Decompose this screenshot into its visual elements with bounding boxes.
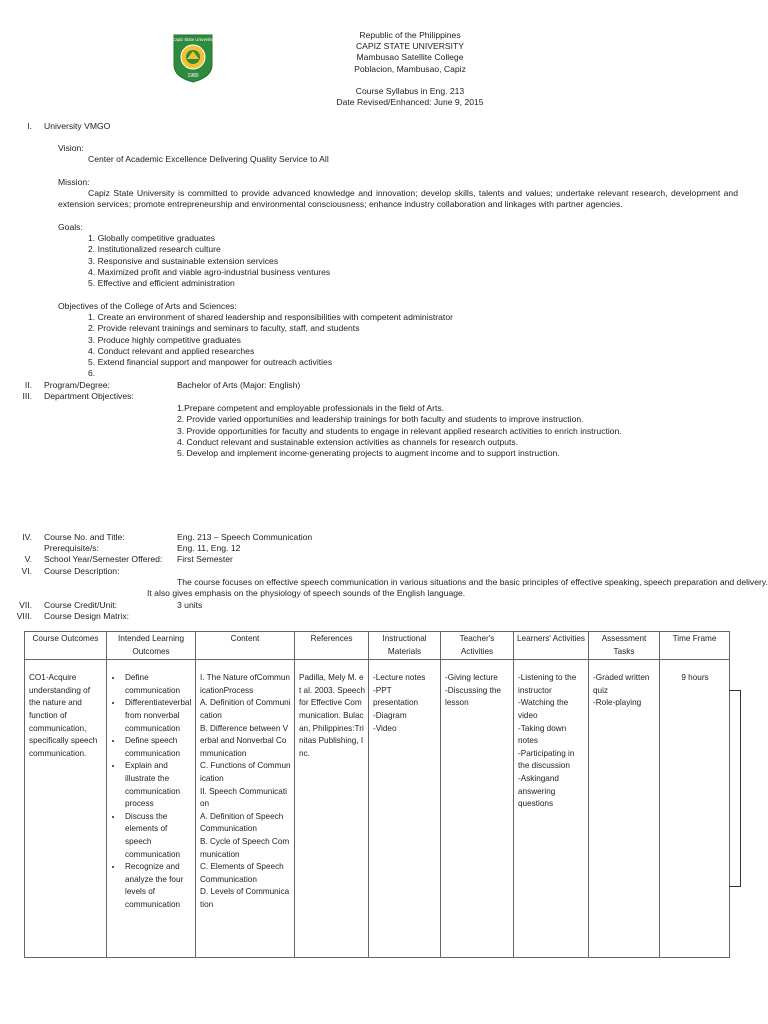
course-title-value: Eng. 213 – Speech Communication: [177, 532, 313, 542]
list-item: 2. Provide varied opportunities and leadership trainings for both faculty and students to improve instruction.: [177, 414, 584, 425]
section-title: Course Description:: [44, 566, 120, 576]
logo-top-text: Capiz State University: [172, 37, 214, 42]
list-item: 1. Globally competitive graduates: [88, 233, 216, 243]
section-title: Program/Degree:: [44, 380, 110, 390]
section-title: Course Design Matrix:: [44, 611, 130, 621]
section-number: V.: [24, 554, 32, 564]
list-item: 3. Provide opportunities for faculty and students to engage in relevant applied research activities to enrich instruction.: [177, 425, 622, 436]
course-description-line: The course focuses on effective speech communication in various situations and the basic principles of effective speaking, speech preparation and delivery.: [177, 577, 768, 587]
list-item: 1.Prepare competent and employable professionals in the field of Arts.: [177, 403, 445, 413]
list-item: A. Definition of Communication: [200, 698, 291, 720]
teacher-activities-cell: [441, 660, 514, 958]
references-cell: Padilla, Mely M. et al. 2003. Speech for Effective Communication. Bulacan, Philippines:Trinitas Publishing, Inc.: [295, 660, 369, 958]
learners-activities-cell: [514, 660, 589, 958]
list-item: -Participating in the discussion: [518, 748, 575, 771]
column-header: Learners' Activities: [514, 632, 589, 660]
list-item: • Differentiateverbal from nonverbal communication: [123, 697, 192, 735]
program-value: Bachelor of Arts (Major: English): [177, 380, 301, 390]
department-objectives-list: [177, 403, 622, 459]
list-item: B. Difference between Verbal and Nonverbal Communication: [200, 723, 289, 758]
list-item: A. Definition of Speech Communication: [200, 811, 284, 834]
list-item: 5. Effective and efficient administration: [88, 278, 235, 289]
section-title: Department Objectives:: [44, 391, 134, 401]
section-title: School Year/Semester Offered:: [44, 554, 163, 564]
vision-label: Vision:: [58, 143, 84, 153]
header-line: Republic of the Philippines: [359, 30, 461, 40]
list-item: • Discuss the elements of speech communication: [123, 811, 192, 861]
section-number: VI.: [21, 566, 32, 576]
list-item: 3. Produce highly competitive graduates: [88, 334, 241, 345]
list-item: 4. Conduct relevant and applied researches: [88, 345, 255, 356]
university-seal-logo: [172, 33, 214, 83]
course-outcome-cell: CO1-Acquire understanding of the nature and function of communication, specifically speech communication.: [25, 660, 107, 958]
list-item: 4. Maximized profit and viable agro-industrial business ventures: [88, 266, 331, 277]
list-item: D. Levels of Communication: [200, 887, 290, 909]
section-number: VIII.: [16, 611, 32, 621]
list-item: B. Cycle of Speech Communication: [200, 836, 290, 859]
section-title: Course No. and Title:: [44, 532, 125, 542]
list-item: • Define communication: [123, 672, 192, 697]
margin-bracket: [729, 690, 741, 887]
list-item: -Video: [373, 723, 397, 733]
prerequisite-label: Prerequisite/s:: [44, 543, 99, 553]
section-number: VII.: [19, 600, 32, 610]
prerequisite-value: Eng. 11, Eng. 12: [177, 543, 241, 553]
column-header: Content: [196, 632, 295, 660]
credit-value: 3 units: [177, 600, 203, 610]
mission-label: Mission:: [58, 177, 90, 187]
column-header: Teacher's Activities: [441, 632, 514, 660]
list-item: • Recognize and analyze the four levels of communication: [123, 861, 192, 911]
list-item: -Listening to the instructor: [518, 673, 577, 695]
list-item: 2. Provide relevant trainings and seminars to faculty, staff, and students: [88, 323, 360, 334]
list-item: -Taking down notes: [518, 723, 567, 746]
list-item: I. The Nature ofCommunicationProcess: [200, 673, 290, 695]
list-item: 5. Develop and implement income-generating projects to augment income and to support instruction.: [177, 448, 560, 459]
list-item: -Discussing the lesson: [445, 685, 501, 708]
list-item: 6.: [88, 368, 96, 379]
time-frame-cell: 9 hours: [660, 660, 730, 958]
list-item: 2. Institutionalized research culture: [88, 244, 221, 255]
goals-list: [88, 233, 330, 289]
logo-year: 1980: [187, 73, 199, 79]
objectives-label: Objectives of the College of Arts and Sciences:: [58, 301, 237, 311]
list-item: • Define speech communication: [123, 735, 192, 760]
course-description-line: It also gives emphasis on the physiology of speech sounds of the English language.: [147, 588, 466, 598]
list-item: C. Functions of Communication: [200, 761, 291, 783]
section-title: Course Credit/Unit:: [44, 600, 118, 610]
column-header: References: [295, 632, 369, 660]
materials-cell: [369, 660, 441, 958]
column-header: Instructional Materials: [369, 632, 441, 660]
syllabus-title: Course Syllabus in Eng. 213: [355, 85, 465, 96]
objectives-list: [88, 312, 453, 380]
header-line: CAPIZ STATE UNIVERSITY: [355, 41, 465, 52]
list-item: C. Elements of Speech Communication: [200, 862, 284, 884]
assessment-cell: [589, 660, 660, 958]
semester-value: First Semester: [177, 554, 233, 564]
list-item: -Askingand answering questions: [518, 773, 559, 809]
date-revised: Date Revised/Enhanced: June 9, 2015: [336, 97, 484, 108]
section-number: I.: [27, 121, 32, 131]
column-header: Time Frame: [660, 632, 730, 660]
document-header: [260, 30, 560, 108]
list-item: 1. Create an environment of shared leadership and responsibilities with competent administrator: [88, 312, 453, 322]
list-item: II. Speech Communication: [200, 786, 287, 809]
section-number: II.: [24, 380, 32, 390]
mission-text: Capiz State University is committed to provide advanced knowledge and innovation; develop skills, talents and values; undertake relevant research, development and extension services; promote entrepreneurship and environmental consciousness; enhance industry collaboration and linkages with partner agencies.: [58, 188, 738, 210]
list-item: -PPT presentation: [373, 685, 419, 708]
list-item: 3. Responsive and sustainable extension services: [88, 255, 279, 266]
content-cell: [196, 660, 295, 958]
column-header: Assessment Tasks: [589, 632, 660, 660]
list-item: 5. Extend financial support and manpower for outreach activities: [88, 357, 333, 368]
section-number: IV.: [22, 532, 32, 542]
vision-text: Center of Academic Excellence Delivering Quality Service to All: [88, 154, 329, 164]
list-item: -Graded written quiz: [593, 673, 650, 695]
header-line: Mambusao Satellite College: [356, 52, 464, 63]
column-header: Course Outcomes: [25, 632, 107, 660]
goals-label: Goals:: [58, 222, 83, 232]
header-line: Poblacion, Mambusao, Capiz: [354, 63, 466, 74]
list-item: -Lecture notes: [373, 673, 426, 683]
table-row: [25, 660, 730, 958]
list-item: -Diagram: [373, 710, 407, 720]
list-item: -Role-playing: [593, 698, 642, 708]
list-item: -Watching the video: [518, 698, 569, 720]
table-header-row: [25, 632, 730, 660]
section-number: III.: [22, 391, 32, 401]
list-item: • Explain and illustrate the communication process: [123, 760, 192, 810]
ilo-cell: [107, 660, 196, 958]
list-item: 4. Conduct relevant and sustainable extension activities as channels for research outputs.: [177, 436, 519, 447]
course-design-matrix: [24, 631, 730, 958]
section-title: University VMGO: [44, 121, 111, 131]
column-header: Intended Learning Outcomes: [107, 632, 196, 660]
list-item: -Giving lecture: [445, 673, 498, 683]
